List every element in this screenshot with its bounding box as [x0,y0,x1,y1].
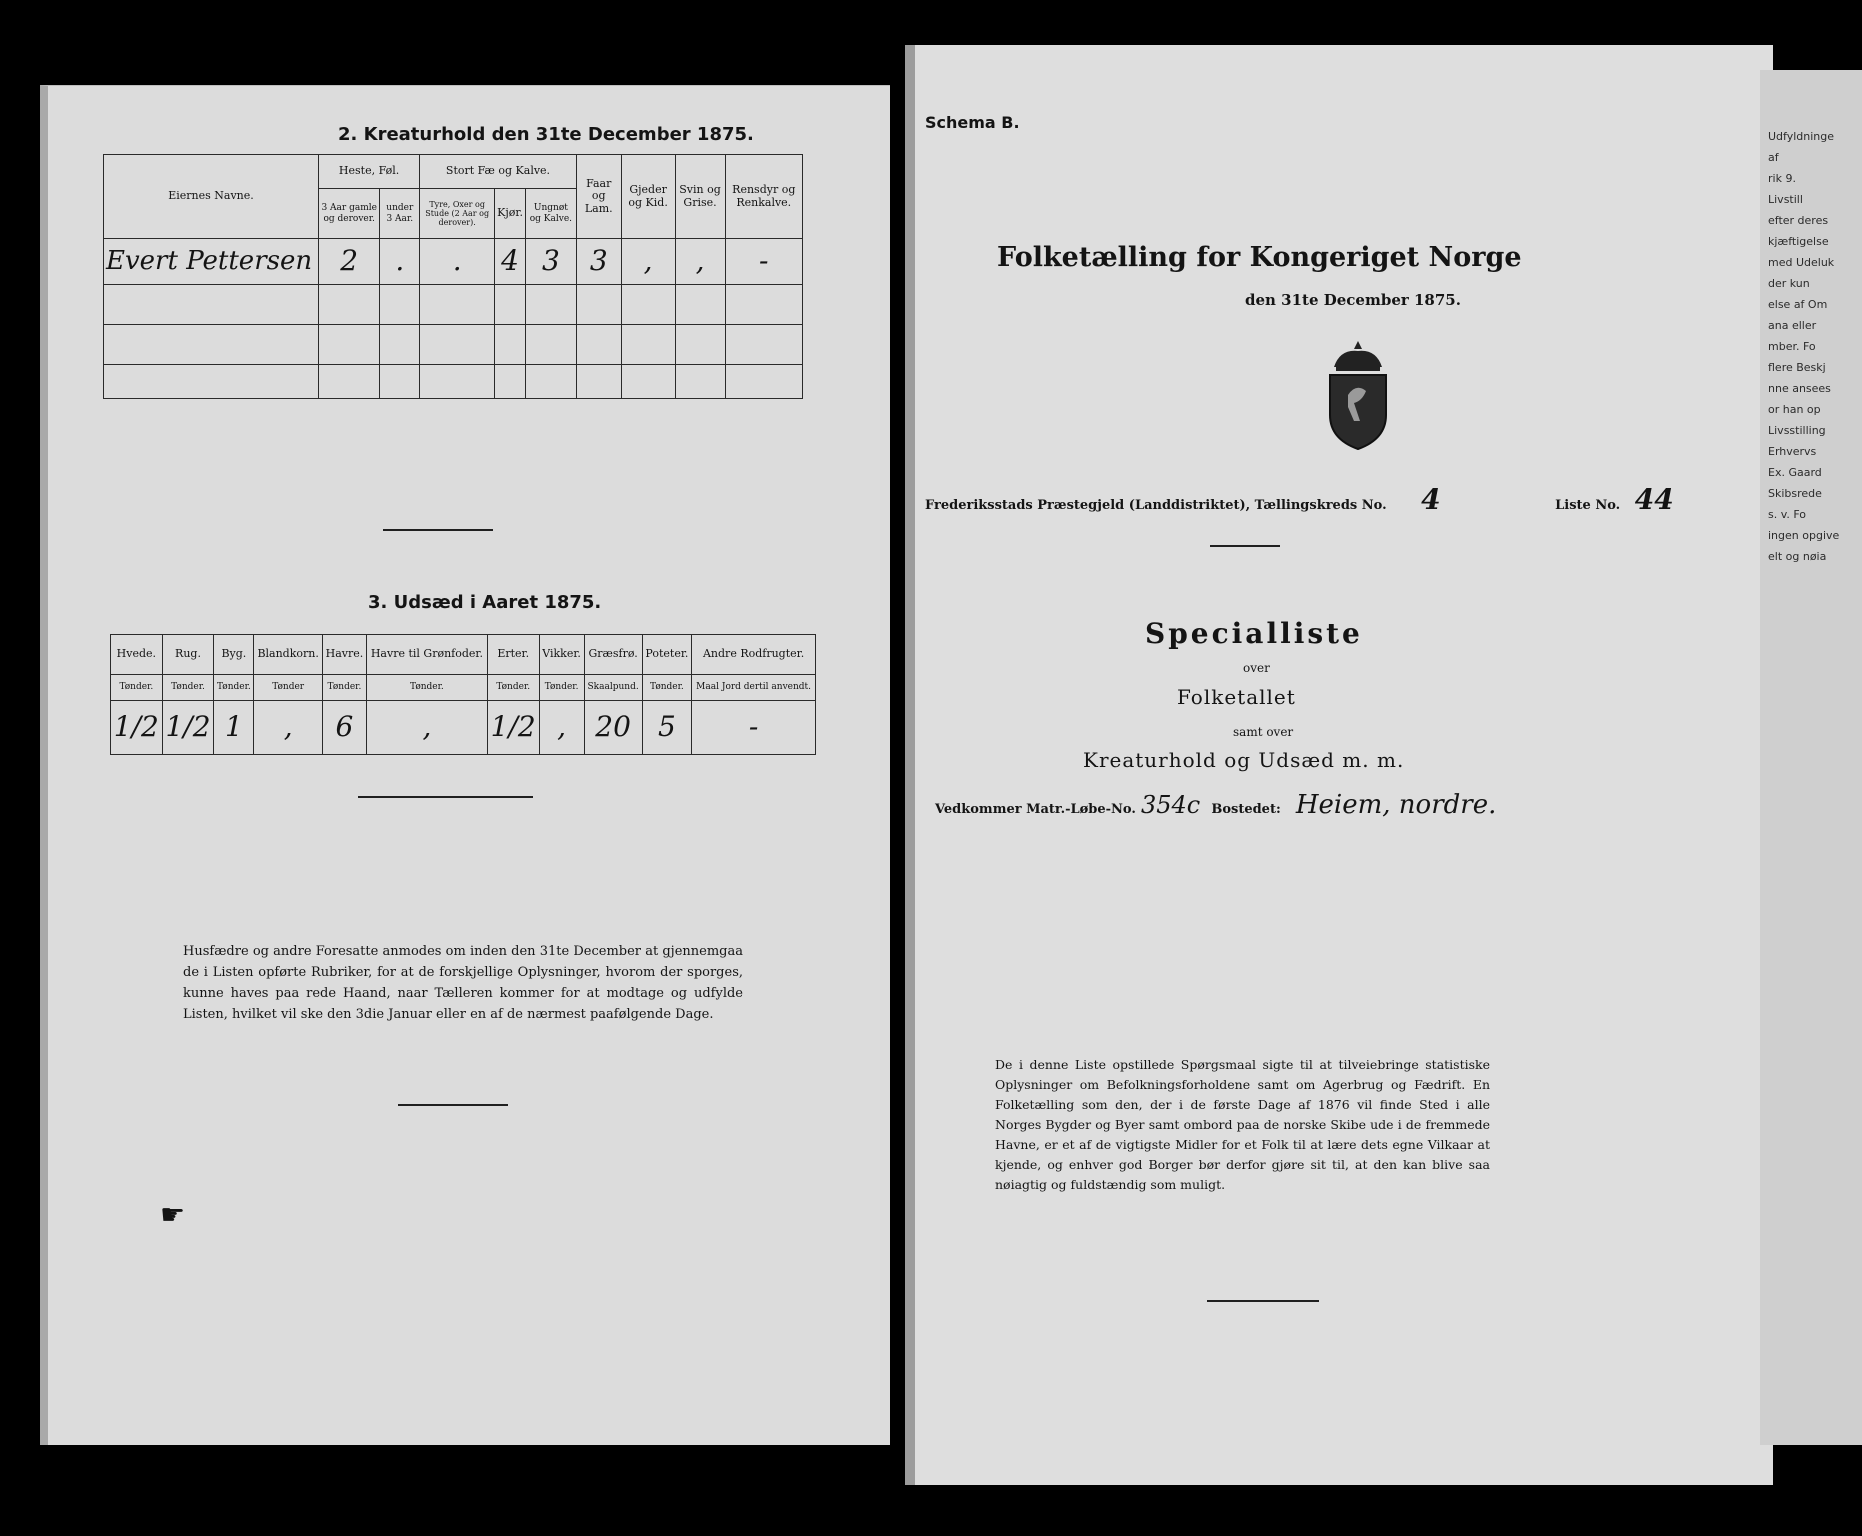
strip-text-line: else af Om [1768,298,1828,311]
header-bulls: Tyre, Oxer og Stude (2 Aar og derover). [420,189,495,239]
cell-sheep: 3 [576,239,621,285]
bosted-value: Heiem, nordre. [1295,790,1497,820]
seed-value: 1 [214,701,254,755]
notice-text: Husfædre og andre Foresatte anmodes om inden den 31te December at gjennemgaa de i Listen opførte Rubriker, for at de forskjellige Oplysninger, hvorom der sporges, kunne haves paa rede Haand, naar Tælleren kommer for at modtage og udfylde Listen, hvilket vil ske den 3die Januar eller en af de nærmest paafølgende Dage. [183,944,743,1022]
header-cows: Kjør. [495,189,526,239]
divider [358,796,533,798]
seed-header: Havre. [322,635,366,675]
divider [383,529,493,531]
strip-text-line: der kun [1768,277,1810,290]
liste-number: 44 [1634,483,1674,516]
seed-value: - [692,701,816,755]
header-goats: Gjeder og Kid. [621,155,675,239]
seed-header: Poteter. [642,635,692,675]
seed-unit: Tønder. [487,675,539,701]
seed-unit: Tønder. [366,675,487,701]
strip-text-line: Skibsrede [1768,487,1822,500]
strip-text-line: ingen opgive [1768,529,1840,542]
purpose-text: De i denne Liste opstillede Spørgsmaal sigte til at tilveiebringe statistiske Oplysninger om Befolkningsforholdene samt om Agerbrug og Fædrift. En Folketælling som den, der i de første Dage af 1876 vil finde Sted i alle Norges Bygder og Byer samt ombord paa de norske Skibe ude i de fremmede Havne, er et af de vigtigste Midler for et Folk til at lære dets egne Vilkaar at kjende, og enhver god Borger bør derfor gjøre sit til, at den kan blive saa nøiagtig og fuldstændig som muligt. [995,1057,1490,1192]
seed-unit: Tønder. [539,675,584,701]
liste-label: Liste No. [1555,498,1621,513]
strip-text-line: Ex. Gaard [1768,466,1822,479]
matr-label: Vedkommer Matr.-Løbe-No. [935,802,1136,817]
matr-number: 354c [1141,791,1201,819]
seed-value: , [254,701,323,755]
strip-text-line: efter deres [1768,214,1829,227]
header-reindeer: Rensdyr og Renkalve. [725,155,802,239]
section-3-title: 3. Udsæd i Aaret 1875. [368,592,602,613]
seed-value: 5 [642,701,692,755]
over-text: over [1243,661,1270,675]
seed-header: Blandkorn. [254,635,323,675]
district-line [925,483,1674,516]
divider [398,1104,508,1106]
strip-text-line: flere Beskj [1768,361,1826,374]
seed-value: , [539,701,584,755]
strip-text-line: Livstill [1768,193,1803,206]
seed-unit: Tønder. [111,675,163,701]
header-sheep: Faar og Lam. [576,155,621,239]
cell-cows: 4 [495,239,526,285]
pointing-hand-icon: ☛ [160,1198,186,1231]
seed-unit: Tønder [254,675,323,701]
header-cattle: Stort Fæ og Kalve. [420,155,577,189]
empty-row [104,365,803,399]
seed-unit: Maal Jord dertil anvendt. [692,675,816,701]
cell-bulls: . [420,239,495,285]
strip-text-line: kjæftigelse [1768,235,1829,248]
header-horses: Heste, Føl. [319,155,420,189]
header-horses-old: 3 Aar gamle og derover. [319,189,380,239]
divider [1210,545,1280,547]
strip-text-line: rik 9. [1768,172,1796,185]
kreaturhold-text: Kreaturhold og Udsæd m. m. [1083,748,1405,772]
folketallet-text: Folketallet [1177,685,1296,709]
seed-header: Andre Rodfrugter. [692,635,816,675]
strip-text-line: Erhvervs [1768,445,1817,458]
specialliste-heading: Specialliste [1145,617,1363,650]
divider [1207,1300,1319,1302]
cell-young-cattle: 3 [525,239,576,285]
strip-text-line: nne ansees [1768,382,1831,395]
strip-text-line: ana eller [1768,319,1817,332]
empty-row [104,325,803,365]
seed-header: Vikker. [539,635,584,675]
left-page [40,85,890,1445]
cell-horses-old: 2 [319,239,380,285]
seed-unit: Skaalpund. [584,675,642,701]
header-horses-young: under 3 Aar. [380,189,420,239]
strip-text-line: Udfyldninge [1768,130,1835,143]
strip-text-line: af [1768,151,1779,164]
seed-value: 1/2 [487,701,539,755]
owner-name: Evert Pettersen [104,239,319,285]
header-young-cattle: Ungnøt og Kalve. [525,189,576,239]
seed-value: , [366,701,487,755]
right-page [905,45,1773,1485]
cell-goats: , [621,239,675,285]
section-2-title: 2. Kreaturhold den 31te December 1875. [338,124,754,145]
strip-text-line: s. v. Fo [1768,508,1807,521]
seed-header: Hvede. [111,635,163,675]
seed-header: Havre til Grønfoder. [366,635,487,675]
coat-of-arms-icon [1320,337,1396,453]
strip-text-line: mber. Fo [1768,340,1816,353]
seed-header: Erter. [487,635,539,675]
strip-text-line: med Udeluk [1768,256,1835,269]
strip-text-line: or han op [1768,403,1821,416]
samt-over-text: samt over [1233,725,1294,739]
seed-value: 20 [584,701,642,755]
page-title: Folketælling for Kongeriget Norge [997,242,1522,273]
seed-value: 6 [322,701,366,755]
seed-value: 1/2 [162,701,214,755]
bosted-label: Bostedet: [1211,802,1281,817]
schema-label: Schema B. [925,113,1020,132]
cell-pigs: , [675,239,725,285]
seed-unit: Tønder. [214,675,254,701]
header-owner: Eiernes Navne. [104,155,319,239]
seed-header: Græsfrø. [584,635,642,675]
seed-unit: Tønder. [162,675,214,701]
strip-text-line: elt og nøia [1768,550,1827,563]
seed-header: Rug. [162,635,214,675]
seed-header: Byg. [214,635,254,675]
matr-line [935,790,1496,820]
seed-unit: Tønder. [322,675,366,701]
kreds-number: 4 [1421,483,1441,516]
cell-horses-young: . [380,239,420,285]
seed-table [110,634,816,755]
page-date: den 31te December 1875. [1245,291,1461,309]
header-pigs: Svin og Grise. [675,155,725,239]
livestock-table [103,154,803,399]
district-label: Frederiksstads Præstegjeld (Landdistriktet), Tællingskreds No. [925,498,1387,513]
seed-unit: Tønder. [642,675,692,701]
empty-row [104,285,803,325]
strip-text-line: Livsstilling [1768,424,1826,437]
adjacent-page-strip [1760,70,1862,1445]
seed-value: 1/2 [111,701,163,755]
cell-reindeer: - [725,239,802,285]
